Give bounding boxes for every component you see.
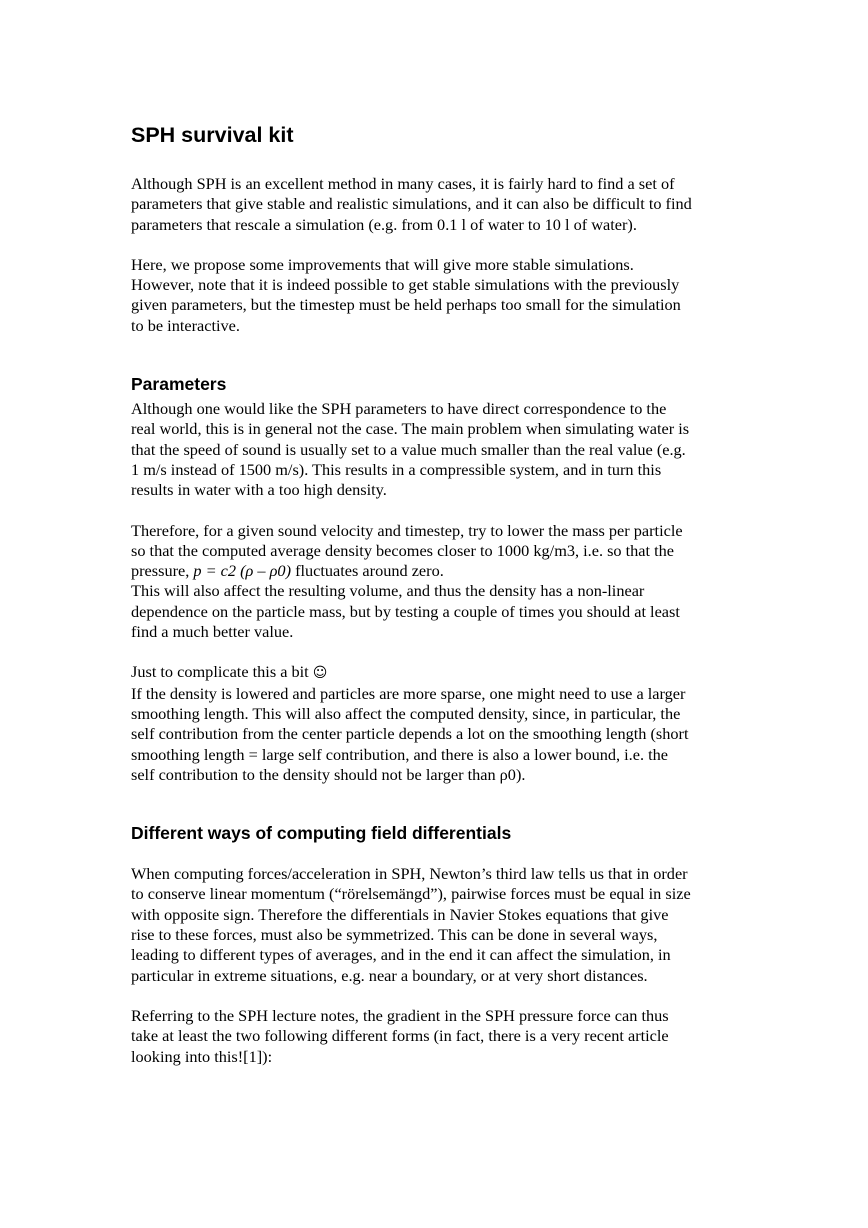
parameters-paragraph-2 bbox=[131, 521, 743, 643]
intro-paragraph-1: Although SPH is an excellent method in many cases, it is fairly hard to find a set of parameters that give stable and realistic simulations, and it can also be difficult to find parameters that rescale a simulation (e.g. from 0.1 l of water to 10 l of water). bbox=[131, 174, 692, 234]
page-title: SPH survival kit bbox=[131, 123, 294, 147]
pressure-prefix: pressure, bbox=[131, 561, 194, 581]
pressure-formula-text: p = c2 (ρ – ρ0) bbox=[193, 561, 291, 581]
parameters-heading: Parameters bbox=[131, 374, 227, 395]
differentials-heading: Different ways of computing field differentials bbox=[131, 823, 512, 844]
differentials-paragraph-1: When computing forces/acceleration in SPH, Newton’s third law tells us that in order to conserve linear momentum (“rörelsemängd”), pairwise forces must be equal in size with opposite sign. Therefore the differentials in Navier Stokes equations that give rise to these forces, must also be symmetrized. This can be done in several ways, leading to different types of averages, and in the end it can affect the simulation, in particular in extreme situations, e.g. near a boundary, or at very short distances. bbox=[131, 864, 691, 985]
parameters-paragraph-1: Although one would like the SPH parameters to have direct correspondence to the real world, this is in general not the case. The main problem when simulating water is that the speed of sound is usually set to a value much smaller than the real value (e.g. 1 m/s instead of 1500 m/s). This results in a compressible system, and in turn this results in water with a too high density. bbox=[131, 399, 690, 500]
parameters-paragraph-2-line-1: Therefore, for a given sound velocity and timestep, try to lower the mass per particle bbox=[131, 520, 683, 540]
pressure-suffix: fluctuates around zero. bbox=[291, 561, 444, 581]
intro-paragraph-2: Here, we propose some improvements that will give more stable simulations. However, note that it is indeed possible to get stable simulations with the previously given parameters, but the timestep must be held perhaps too small for the simulation to be interactive. bbox=[131, 254, 681, 335]
differentials-paragraph-2: Referring to the SPH lecture notes, the gradient in the SPH pressure force can thus take at least the two following different forms (in fact, there is a very recent article looking into this![1]): bbox=[131, 1005, 669, 1066]
parameters-paragraph-2-rest: This will also affect the resulting volume, and thus the density has a non-linear dependence on the particle mass, but by testing a couple of times you should at least find a much better value. bbox=[131, 581, 680, 642]
parameters-paragraph-3-rest: If the density is lowered and particles are more sparse, one might need to use a larger smoothing length. This will also affect the computed density, since, in particular, the self contribution from the center particle depends a lot on the smoothing length (short smoothing length = large self contribution, and there is also a lower bound, i.e. the self contribution to the density should not be larger than ρ0). bbox=[131, 683, 689, 784]
parameters-paragraph-3 bbox=[131, 662, 743, 785]
parameters-paragraph-2-line-2: so that the computed average density becomes closer to 1000 kg/m3, i.e. so that the bbox=[131, 540, 675, 560]
pressure-line bbox=[131, 561, 743, 581]
smiley-icon: ☺ bbox=[312, 665, 328, 682]
complicate-text: Just to complicate this a bit bbox=[131, 662, 309, 682]
document-page bbox=[131, 120, 743, 1067]
pressure-formula bbox=[193, 561, 291, 580]
complicate-line bbox=[131, 662, 743, 683]
